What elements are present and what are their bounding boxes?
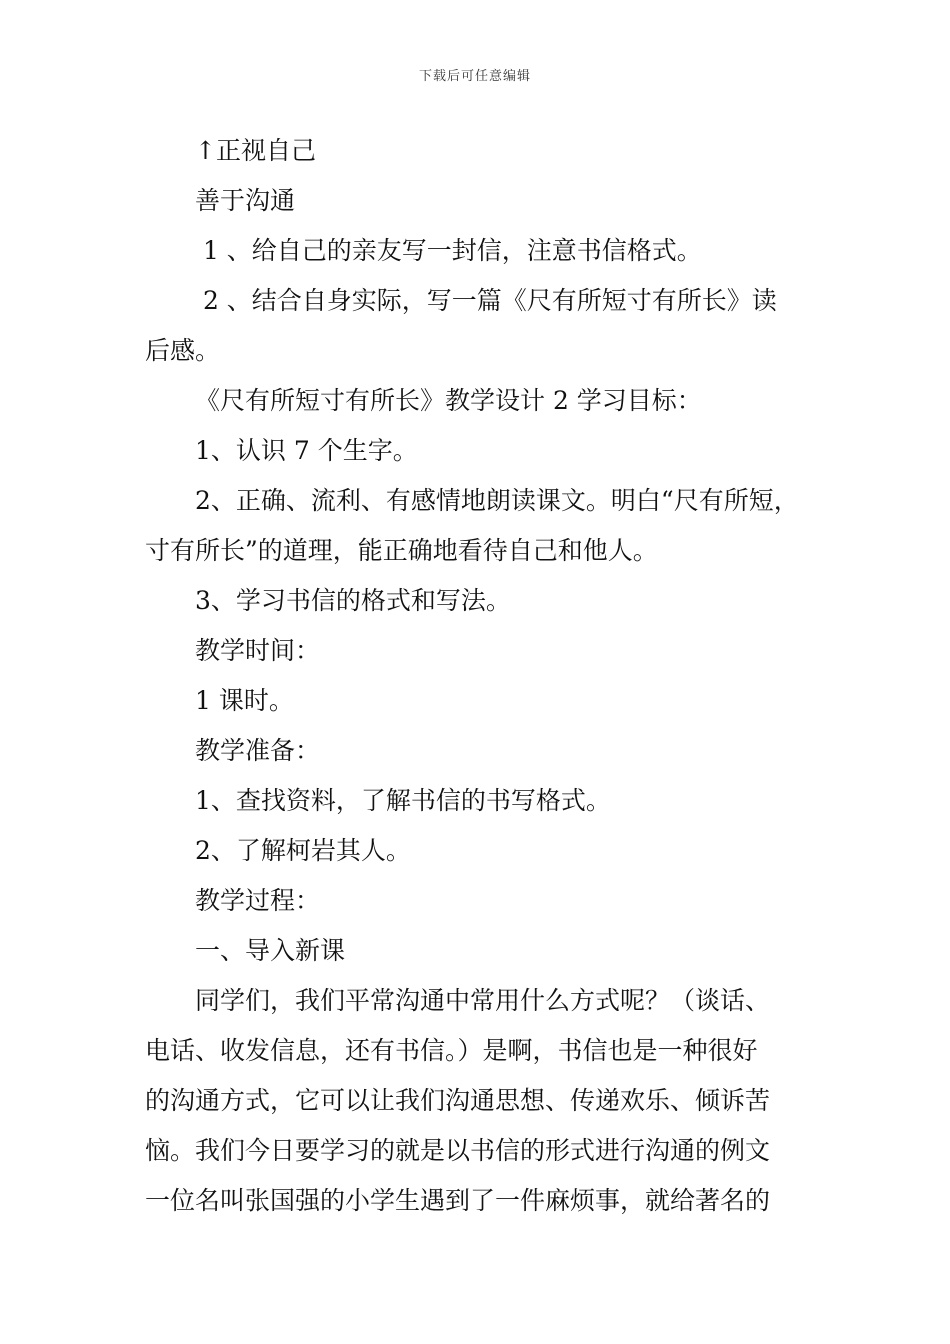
intro-paragraph-line-3: 的沟通方式，它可以让我们沟通思想、传递欢乐、倾诉苦 xyxy=(145,1086,771,1115)
exercise-2: 2 、结合自身实际，写一篇《尺有所短寸有所长》读 xyxy=(195,286,777,315)
process-label: 教学过程： xyxy=(195,886,321,915)
teaching-time-label: 教学时间： xyxy=(195,636,321,665)
intro-paragraph-line-1: 同学们，我们平常沟通中常用什么方式呢？（谈话、 xyxy=(195,986,771,1015)
goal-3: 3、学习书信的格式和写法。 xyxy=(195,586,511,615)
teaching-time-value: 1 课时。 xyxy=(195,686,294,715)
section-title-design-2: 《尺有所短寸有所长》教学设计 2 学习目标： xyxy=(195,386,702,415)
preparation-1: 1、查找资料，了解书信的书写格式。 xyxy=(195,786,611,815)
goal-2: 2、正确、流利、有感情地朗读课文。明白“尺有所短， xyxy=(195,486,799,515)
heading-communicate: 善于沟通 xyxy=(195,186,296,215)
preparation-2: 2、了解柯岩其人。 xyxy=(195,836,411,865)
preparation-label: 教学准备： xyxy=(195,736,321,765)
intro-paragraph-line-5: 一位名叫张国强的小学生遇到了一件麻烦事，就给著名的 xyxy=(145,1186,771,1215)
goal-2-cont: 寸有所长”的道理，能正确地看待自己和他人。 xyxy=(145,536,658,565)
page-header: 下载后可任意编辑 xyxy=(418,69,531,84)
goal-1: 1、认识 7 个生字。 xyxy=(195,436,418,465)
exercise-1: 1 、给自己的亲友写一封信，注意书信格式。 xyxy=(195,236,702,265)
intro-paragraph-line-2: 电话、收发信息，还有书信。）是啊，书信也是一种很好 xyxy=(145,1036,758,1065)
intro-paragraph-line-4: 恼。我们今日要学习的就是以书信的形式进行沟通的例文 xyxy=(145,1136,771,1165)
heading-face-yourself: ↑正视自己 xyxy=(195,136,316,165)
step-1-heading: 一、导入新课 xyxy=(195,936,346,965)
exercise-2-cont: 后感。 xyxy=(145,336,221,365)
